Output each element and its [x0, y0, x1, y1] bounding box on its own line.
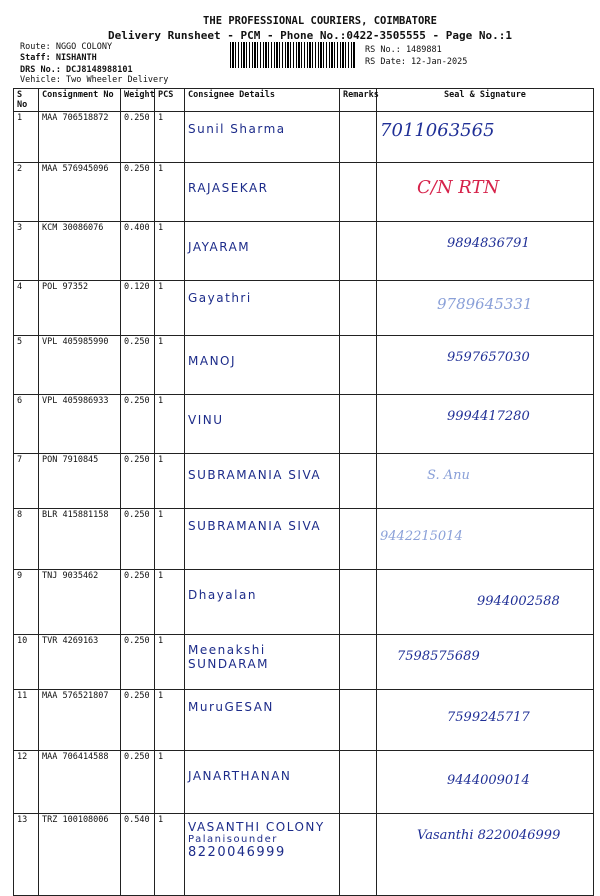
- cell-sno: 11: [14, 690, 39, 751]
- cell-weight: 0.400: [121, 222, 155, 281]
- drs-number: DRS No.: DCJ8148988101: [20, 65, 133, 75]
- consignee-phone: 8220046999: [188, 845, 286, 860]
- table-row: [14, 163, 594, 222]
- table-row: [14, 814, 594, 896]
- table-row: [14, 336, 594, 395]
- cell-sno: 9: [14, 570, 39, 635]
- cell-weight: 0.250: [121, 336, 155, 395]
- cell-consignment: TNJ 9035462: [39, 570, 121, 635]
- cell-pcs: 1: [155, 751, 185, 814]
- col-consignment: Consignment No: [39, 89, 121, 112]
- barcode: [230, 42, 356, 68]
- cell-signature: 9944002588: [377, 570, 594, 635]
- cell-remarks: [340, 281, 377, 336]
- table-row: [14, 454, 594, 509]
- col-signature: Seal & Signature: [377, 89, 594, 112]
- cell-consignment: TVR 4269163: [39, 635, 121, 690]
- consignee-address: VASANTHI COLONY: [188, 820, 325, 834]
- cell-consignee: Gayathri: [185, 281, 340, 336]
- cell-consignment: MAA 706518872: [39, 112, 121, 163]
- cell-pcs: 1: [155, 509, 185, 570]
- cell-weight: 0.250: [121, 395, 155, 454]
- cell-consignee: Meenakshi SUNDARAM: [185, 635, 340, 690]
- cell-sno: 8: [14, 509, 39, 570]
- table-row: [14, 281, 594, 336]
- cell-sno: 5: [14, 336, 39, 395]
- cell-consignment: POL 97352: [39, 281, 121, 336]
- table-row: [14, 570, 594, 635]
- col-sno: S No: [14, 89, 39, 112]
- cell-consignee: Dhayalan: [185, 570, 340, 635]
- cell-consignee: JAYARAM: [185, 222, 340, 281]
- col-pcs: PCS: [155, 89, 185, 112]
- cell-pcs: 1: [155, 814, 185, 896]
- vehicle-label: Vehicle: Two Wheeler Delivery: [20, 75, 169, 85]
- cell-consignee: RAJASEKAR: [185, 163, 340, 222]
- col-weight: Weight: [121, 89, 155, 112]
- cell-signature: 9442215014: [377, 509, 594, 570]
- cell-pcs: 1: [155, 163, 185, 222]
- cell-weight: 0.540: [121, 814, 155, 896]
- cell-consignee: MANOJ: [185, 336, 340, 395]
- cell-pcs: 1: [155, 112, 185, 163]
- cell-consignment: KCM 30086076: [39, 222, 121, 281]
- cell-remarks: [340, 814, 377, 896]
- cell-consignment: TRZ 100108006: [39, 814, 121, 896]
- cell-remarks: [340, 751, 377, 814]
- cell-signature: 7011063565: [377, 112, 594, 163]
- cell-sno: 2: [14, 163, 39, 222]
- cell-consignee: SUBRAMANIA SIVA: [185, 509, 340, 570]
- cell-remarks: [340, 336, 377, 395]
- cell-consignment: MAA 706414588: [39, 751, 121, 814]
- cell-sno: 1: [14, 112, 39, 163]
- cell-consignment: VPL 405986933: [39, 395, 121, 454]
- table-row: [14, 222, 594, 281]
- cell-remarks: [340, 112, 377, 163]
- cell-pcs: 1: [155, 281, 185, 336]
- cell-pcs: 1: [155, 336, 185, 395]
- cell-consignee: VINU: [185, 395, 340, 454]
- cell-remarks: [340, 509, 377, 570]
- cell-pcs: 1: [155, 690, 185, 751]
- staff-label: Staff: NISHANTH: [20, 53, 97, 63]
- company-name: THE PROFESSIONAL COURIERS, COIMBATORE: [203, 15, 437, 27]
- cell-consignee: SUBRAMANIA SIVA: [185, 454, 340, 509]
- cell-signature: 9444009014: [377, 751, 594, 814]
- cell-weight: 0.120: [121, 281, 155, 336]
- cell-weight: 0.250: [121, 635, 155, 690]
- cell-consignment: MAA 576521807: [39, 690, 121, 751]
- table-row: [14, 509, 594, 570]
- cell-remarks: [340, 635, 377, 690]
- cell-signature: 7598575689: [377, 635, 594, 690]
- cell-remarks: [340, 222, 377, 281]
- cell-weight: 0.250: [121, 751, 155, 814]
- cell-sno: 4: [14, 281, 39, 336]
- cell-consignee: MuruGESAN: [185, 690, 340, 751]
- cell-signature: 9597657030: [377, 336, 594, 395]
- cell-sno: 12: [14, 751, 39, 814]
- cell-pcs: 1: [155, 222, 185, 281]
- rs-date: RS Date: 12-Jan-2025: [365, 57, 468, 67]
- cell-consignment: MAA 576945096: [39, 163, 121, 222]
- cell-weight: 0.250: [121, 690, 155, 751]
- table-row: [14, 112, 594, 163]
- cell-signature: S. Anu: [377, 454, 594, 509]
- table-row: [14, 690, 594, 751]
- cell-weight: 0.250: [121, 163, 155, 222]
- col-remarks: Remarks: [340, 89, 377, 112]
- runsheet-title: Delivery Runsheet - PCM - Phone No.:0422-3505555 - Page No.:1: [108, 29, 512, 42]
- cell-sno: 3: [14, 222, 39, 281]
- table-row: [14, 635, 594, 690]
- cell-signature: 9789645331: [377, 281, 594, 336]
- col-consignee: Consignee Details: [185, 89, 340, 112]
- cell-signature: 9894836791: [377, 222, 594, 281]
- cell-weight: 0.250: [121, 509, 155, 570]
- cell-pcs: 1: [155, 635, 185, 690]
- cell-sno: 10: [14, 635, 39, 690]
- table-row: [14, 395, 594, 454]
- cell-pcs: 1: [155, 454, 185, 509]
- rs-number: RS No.: 1489881: [365, 45, 442, 55]
- cell-weight: 0.250: [121, 570, 155, 635]
- cell-signature: 9994417280: [377, 395, 594, 454]
- cell-pcs: 1: [155, 570, 185, 635]
- runsheet-table: [13, 88, 594, 896]
- route-label: Route: NGGO COLONY: [20, 42, 113, 52]
- cell-signature: 7599245717: [377, 690, 594, 751]
- cell-consignment: VPL 405985990: [39, 336, 121, 395]
- cell-remarks: [340, 454, 377, 509]
- cell-signature: Vasanthi 8220046999: [377, 814, 594, 896]
- cell-remarks: [340, 570, 377, 635]
- cell-sno: 6: [14, 395, 39, 454]
- cell-weight: 0.250: [121, 112, 155, 163]
- cell-signature: C/N RTN: [377, 163, 594, 222]
- cell-weight: 0.250: [121, 454, 155, 509]
- cell-remarks: [340, 690, 377, 751]
- cell-consignment: PON 7910845: [39, 454, 121, 509]
- cell-consignee: JANARTHANAN: [185, 751, 340, 814]
- table-row: [14, 751, 594, 814]
- cell-consignment: BLR 415881158: [39, 509, 121, 570]
- cell-consignee: [185, 814, 340, 896]
- cell-remarks: [340, 395, 377, 454]
- consignee-area: Palanisounder: [188, 834, 278, 845]
- cell-sno: 13: [14, 814, 39, 896]
- cell-sno: 7: [14, 454, 39, 509]
- table-header: [14, 89, 594, 112]
- cell-pcs: 1: [155, 395, 185, 454]
- cell-consignee: Sunil Sharma: [185, 112, 340, 163]
- cell-remarks: [340, 163, 377, 222]
